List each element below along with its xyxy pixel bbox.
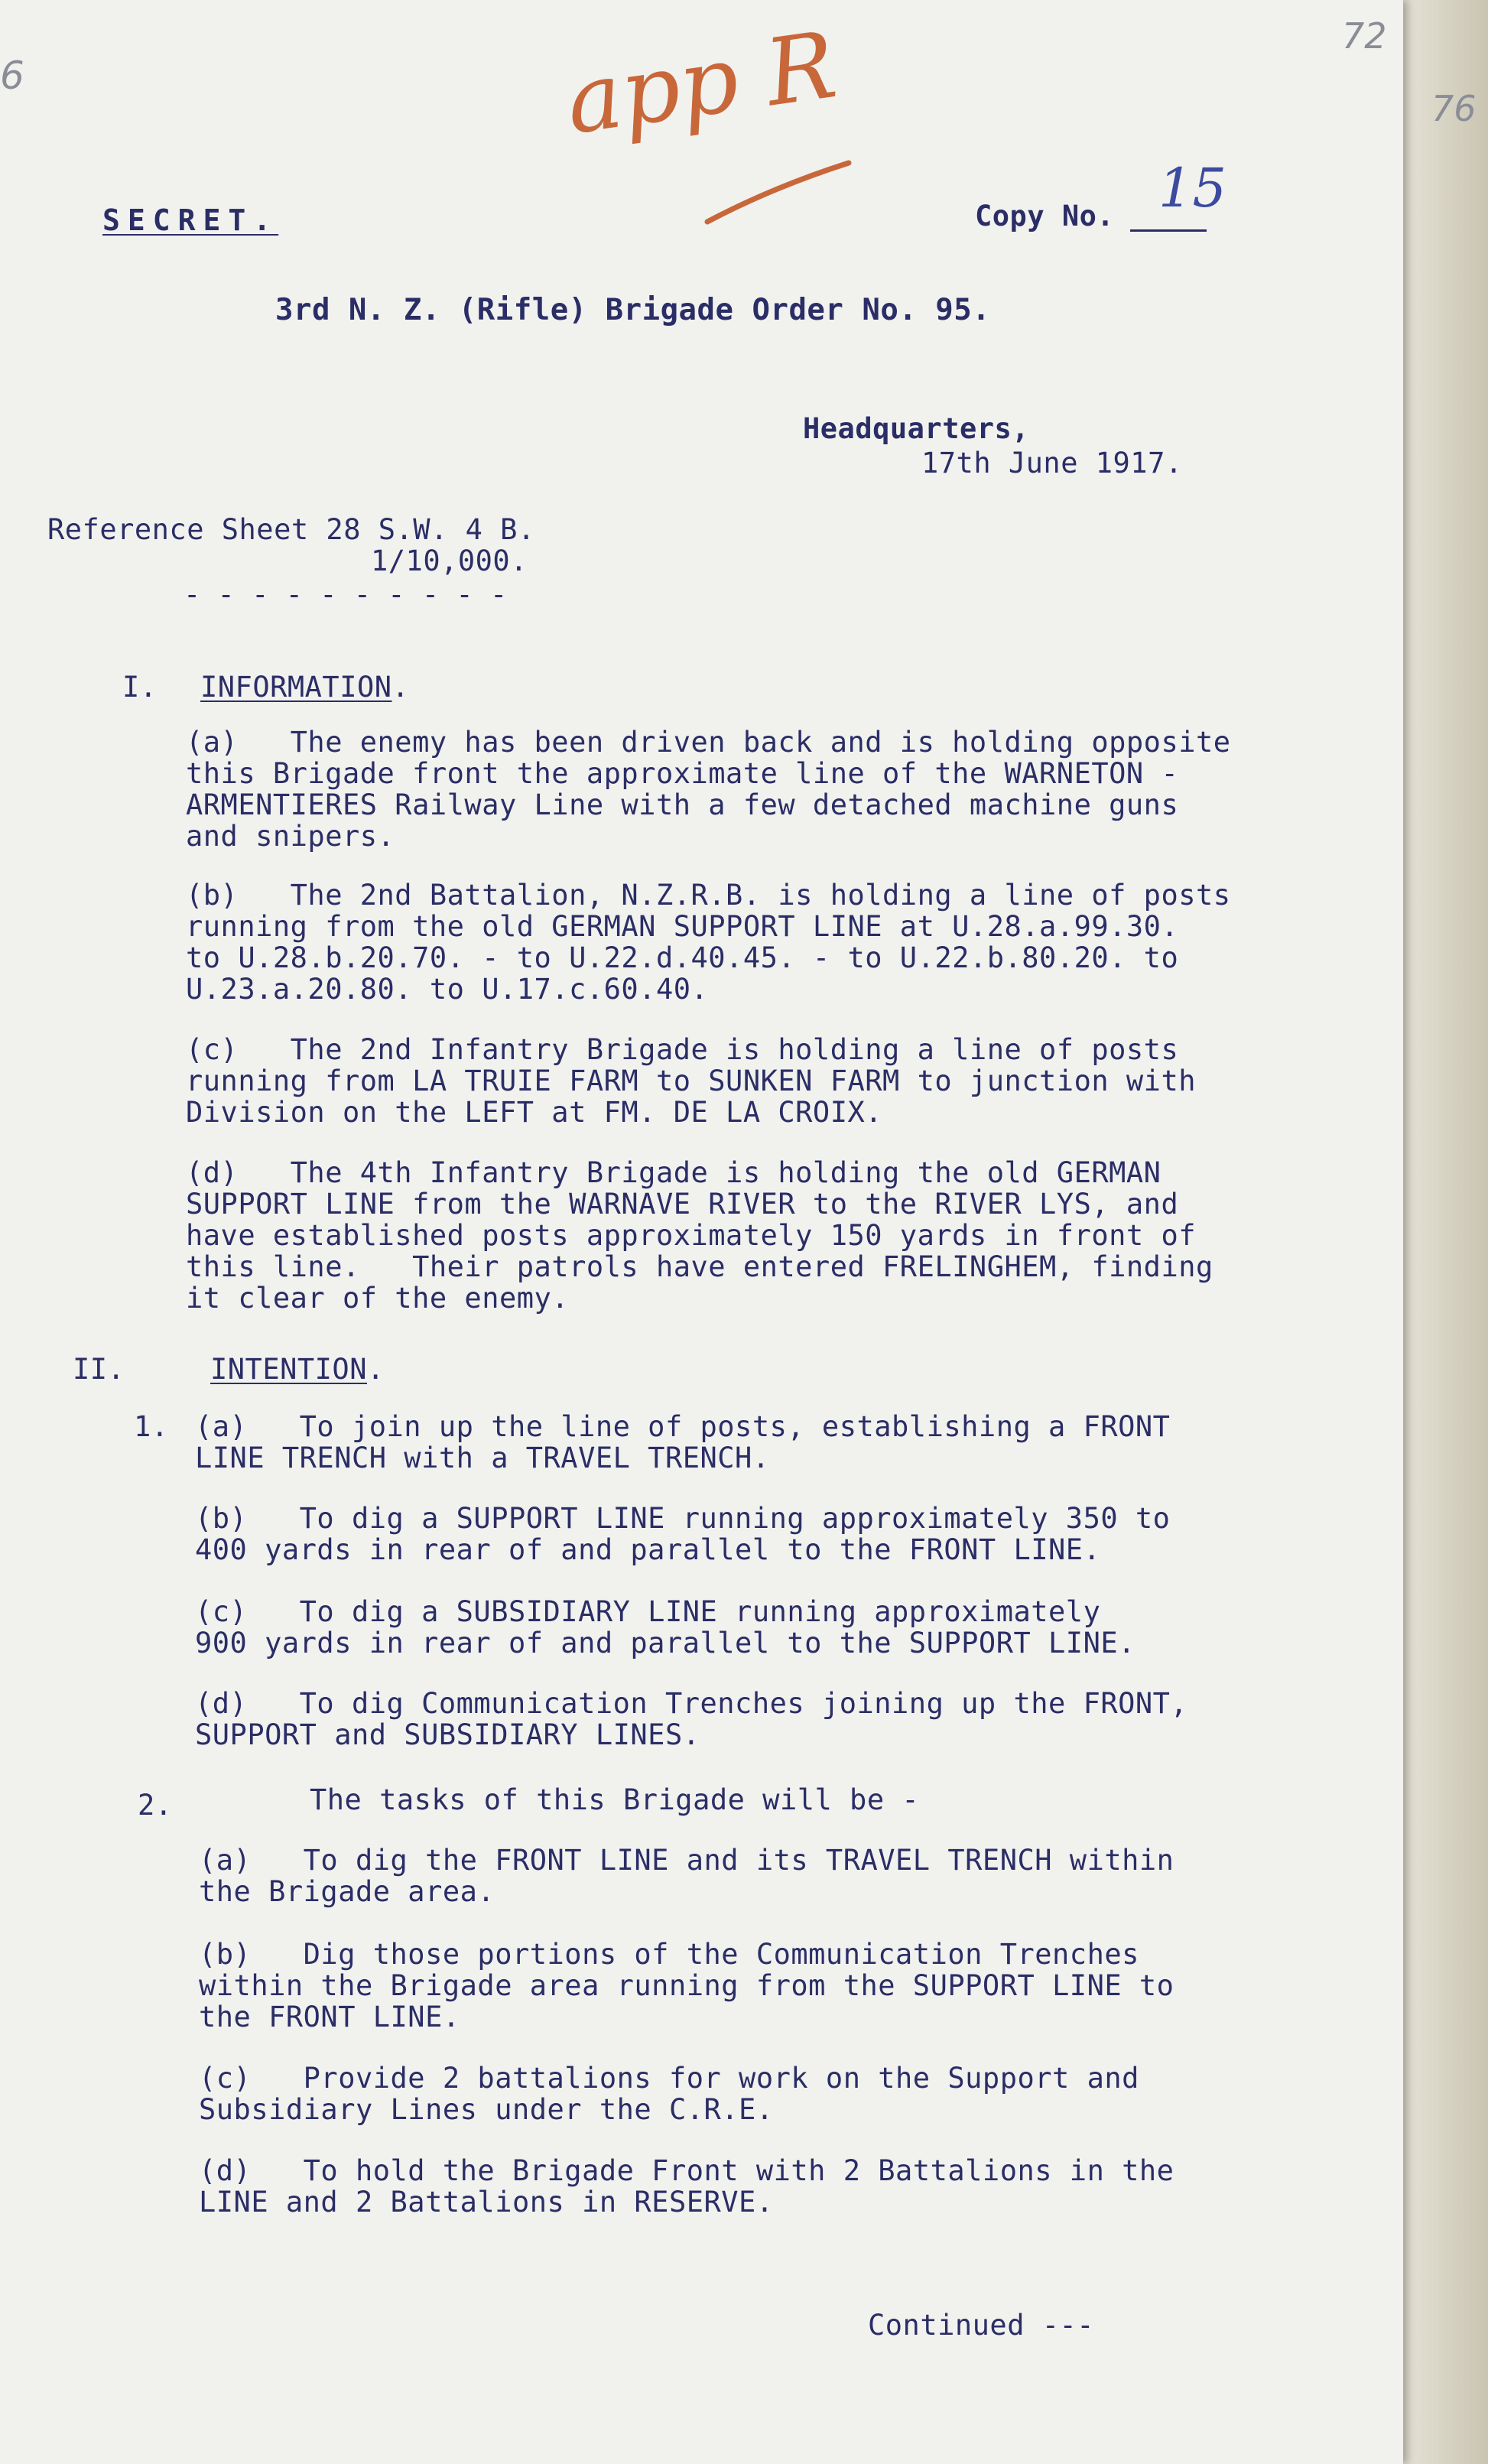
intention-item-2-number: 2. bbox=[138, 1789, 173, 1822]
task-para-c: (c) Provide 2 battalions for work on the Support and Subsidiary Lines under the C.R.E. bbox=[199, 2062, 1139, 2126]
left-margin-mark: 6 bbox=[0, 54, 24, 98]
section-1-heading-wrap bbox=[200, 671, 409, 703]
copy-number-line bbox=[1130, 229, 1207, 232]
annotation-stroke bbox=[703, 157, 856, 226]
underlying-page-number: 76 bbox=[1431, 88, 1477, 129]
intention-item-1c: (c) To dig a SUBSIDIARY LINE running approximately 900 yards in rear of and parallel to the SUPPORT LINE. bbox=[195, 1595, 1135, 1659]
info-para-b: (b) The 2nd Battalion, N.Z.R.B. is holding a line of posts running from the old GERMAN SUPPORT LINE at U.28.a.99.30. to U.28.b.20.70. - to U.22.d.40.45. - to U.22.b.80.20. to U.23.a.20.80. to U.17.c.60.40. bbox=[186, 879, 1231, 1006]
intention-item-1b: (b) To dig a SUPPORT LINE running approximately 350 to 400 yards in rear of and parallel to the FRONT LINE. bbox=[195, 1502, 1171, 1566]
reference-sheet: Reference Sheet 28 S.W. 4 B. bbox=[47, 513, 535, 546]
section-2-number: II. bbox=[73, 1353, 125, 1386]
copy-number-label: Copy No. bbox=[975, 200, 1115, 232]
section-1-heading: INFORMATION bbox=[200, 671, 392, 704]
continued-note: Continued --- bbox=[868, 2309, 1095, 2342]
intention-item-2-intro: The tasks of this Brigade will be - bbox=[310, 1783, 920, 1816]
copy-number-value: 15 bbox=[1158, 157, 1227, 219]
page-number-pencil: 72 bbox=[1342, 15, 1387, 57]
intention-item-1d: (d) To dig Communication Trenches joining up the FRONT, SUPPORT and SUBSIDIARY LINES. bbox=[195, 1687, 1188, 1751]
handwritten-annotation: app R bbox=[560, 12, 843, 155]
task-para-b: (b) Dig those portions of the Communication Trenches within the Brigade area running from the SUPPORT LINE to the FRONT LINE. bbox=[199, 1938, 1174, 2033]
order-date: 17th June 1917. bbox=[921, 447, 1183, 479]
task-para-a: (a) To dig the FRONT LINE and its TRAVEL TRENCH within the Brigade area. bbox=[199, 1844, 1174, 1908]
info-para-d: (d) The 4th Infantry Brigade is holding the old GERMAN SUPPORT LINE from the WARNAVE RIVER to the RIVER LYS, and have established posts approximately 150 yards in front of this line. Their patrols have entered FRELINGHEM, finding it clear of the enemy. bbox=[186, 1156, 1213, 1315]
secret-label: SECRET. bbox=[102, 203, 279, 237]
reference-rule: - - - - - - - - - - bbox=[184, 578, 508, 611]
intention-item-1-number: 1. bbox=[134, 1410, 169, 1443]
section-2-heading-dot: . bbox=[366, 1353, 385, 1386]
section-2-heading-wrap bbox=[210, 1354, 385, 1385]
info-para-c: (c) The 2nd Infantry Brigade is holding a line of posts running from LA TRUIE FARM to SUNKEN FARM to junction with Division on the LEFT at FM. DE LA CROIX. bbox=[186, 1033, 1197, 1129]
headquarters-label: Headquarters, bbox=[803, 412, 1030, 445]
section-1-heading-dot: . bbox=[391, 671, 410, 704]
intention-item-1a: (a) To join up the line of posts, establishing a FRONT LINE TRENCH with a TRAVEL TRENCH. bbox=[195, 1410, 1171, 1474]
order-title: 3rd N. Z. (Rifle) Brigade Order No. 95. bbox=[275, 293, 991, 327]
section-2-heading: INTENTION bbox=[210, 1353, 367, 1386]
task-para-d: (d) To hold the Brigade Front with 2 Battalions in the LINE and 2 Battalions in RESERVE. bbox=[199, 2154, 1174, 2219]
section-1-number: I. bbox=[122, 671, 158, 704]
reference-scale: 1/10,000. bbox=[371, 544, 528, 577]
info-para-a: (a) The enemy has been driven back and is holding opposite this Brigade front the approximate line of the WARNETON - ARMENTIERES Railway Line with a few detached machine guns and snipers. bbox=[186, 726, 1231, 853]
